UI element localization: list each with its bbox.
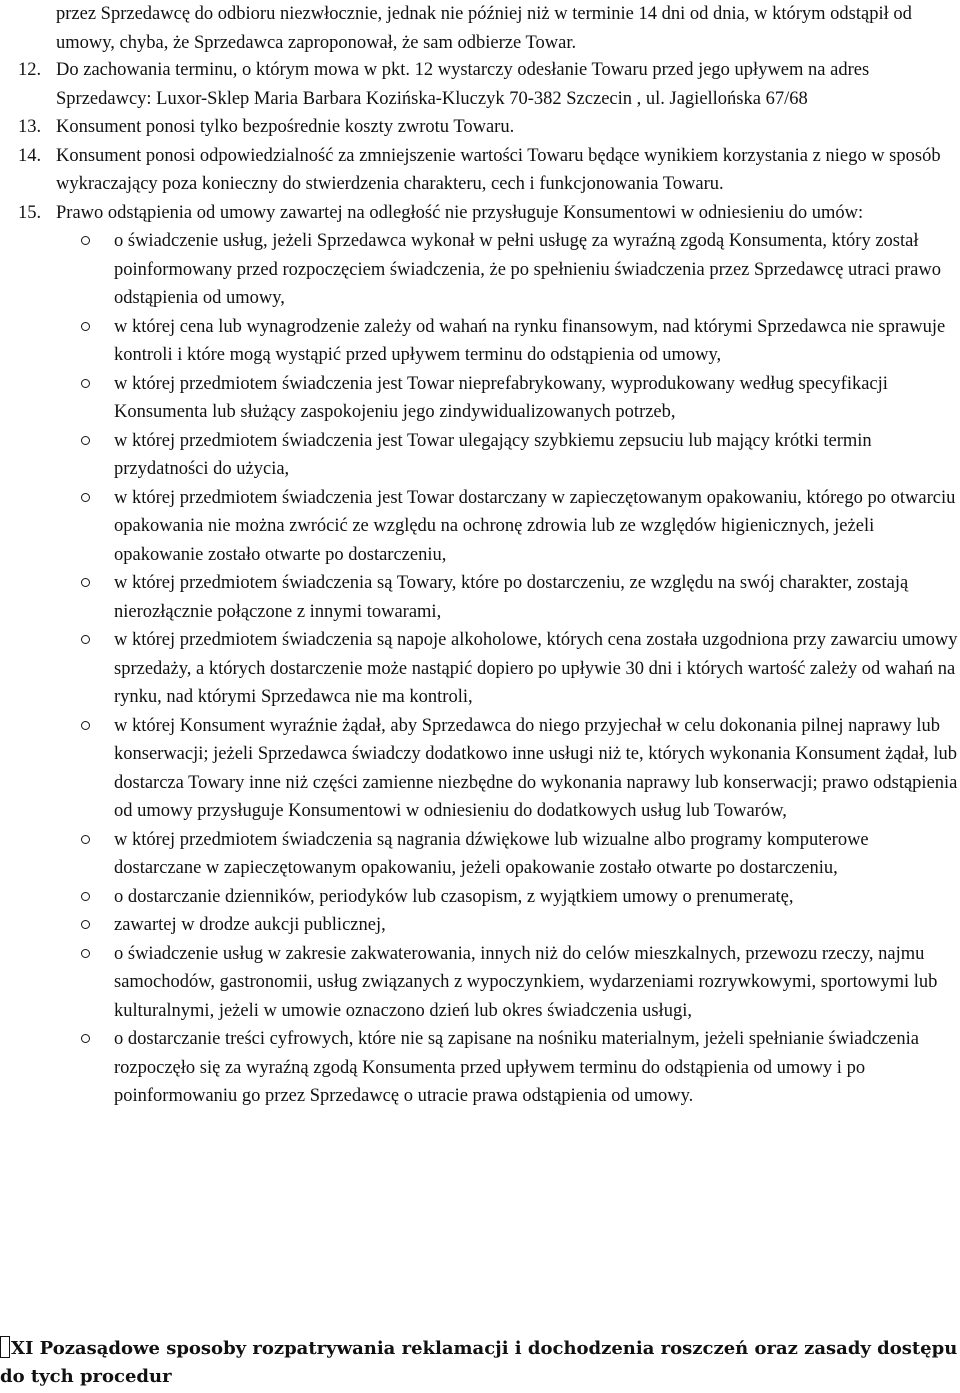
sub-item-text: o świadczenie usług w zakresie zakwaterowania, innych niż do celów mieszkalnych, przewozu rzeczy, najmu samochodów, gastronomii, usług związanych z wypoczynkiem, wydarzeniami rozrywkowymi, sportowymi lub kulturalnymi, jeżeli w umowie oznaczono dzień lub okres świadczenia usługi, xyxy=(114,943,938,1021)
circle-outline-bullet-icon xyxy=(56,712,114,826)
list-item xyxy=(56,1025,958,1111)
list-item xyxy=(56,940,958,1026)
list-item xyxy=(56,826,958,883)
item-number: 14. xyxy=(18,145,42,166)
list-item-14 xyxy=(18,142,958,199)
numbered-list xyxy=(18,56,958,1111)
section-heading-text: XI Pozasądowe sposoby rozpatrywania reklamacji i dochodzenia roszczeń oraz zasady dostępu do tych procedur xyxy=(0,1338,958,1387)
lead-paragraph: przez Sprzedawcę do odbioru niezwłocznie, jednak nie później niż w terminie 14 dni od dnia, w którym odstąpił od umowy, chyba, że Sprzedawca zaproponował, że sam odbierze Towar. xyxy=(56,4,912,53)
list-item-13 xyxy=(18,113,958,142)
list-item xyxy=(56,569,958,626)
list-item-15 xyxy=(18,199,958,1111)
sub-item-text: w której Konsument wyraźnie żądał, aby Sprzedawca do niego przyjechał w celu dokonania pilnej naprawy lub konserwacji; jeżeli Sprzedawca świadczy dodatkowo inne usługi niż te, których wykonania Konsument żądał, lub dostarcza Towary inne niż części zamienne niezbędne do wykonania naprawy lub konserwacji; prawo odstąpienia od umowy przysługuje Konsumentowi w odniesieniu do dodatkowych usług lub Towarów, xyxy=(114,715,958,821)
sub-item-text: w której przedmiotem świadczenia są napoje alkoholowe, których cena została uzgodniona przy zawarciu umowy sprzedaży, a których dostarczenie może nastąpić dopiero po upływie 30 dni i których wartość zależy od wahań na rynku, nad którymi Sprzedawca nie ma kontroli, xyxy=(114,630,958,707)
list-item xyxy=(56,626,958,712)
circle-outline-bullet-icon xyxy=(56,313,114,370)
sub-item-text: zawartej w drodze aukcji publicznej, xyxy=(114,915,386,935)
sub-item-text: o świadczenie usług, jeżeli Sprzedawca wykonał w pełni usługę za wyraźną zgodą Konsumenta, który został poinformowany przed rozpoczęciem świadczenia, że po spełnieniu świadczenia przez Sprzedawcę utraci prawo odstąpienia od umowy, xyxy=(114,231,941,308)
sub-item-text: w której przedmiotem świadczenia jest Towar nieprefabrykowany, wyprodukowany według specyfikacji Konsumenta lub służący zaspokojeniu jego zindywidualizowanych potrzeb, xyxy=(114,373,888,422)
sub-item-text: w której przedmiotem świadczenia jest Towar dostarczany w zapieczętowanym opakowaniu, którego po otwarciu opakowania nie można zwrócić ze względu na ochronę zdrowia lub ze względów higienicznych, jeżeli opakowanie zostało otwarte po dostarczeniu, xyxy=(114,487,956,565)
exception-list xyxy=(56,227,958,1111)
circle-outline-bullet-icon xyxy=(56,826,114,883)
item-number: 12. xyxy=(18,60,42,80)
list-item-12 xyxy=(18,56,958,113)
circle-outline-bullet-icon xyxy=(56,626,114,712)
list-item xyxy=(56,427,958,484)
circle-outline-bullet-icon xyxy=(56,911,114,940)
square-outline-icon xyxy=(0,1336,10,1358)
circle-outline-bullet-icon xyxy=(56,227,114,313)
sub-item-text: w której przedmiotem świadczenia są nagrania dźwiękowe lub wizualne albo programy komputerowe dostarczane w zapieczętowanym opakowaniu, jeżeli opakowanie zostało otwarte po dostarczeniu, xyxy=(114,829,869,878)
item-text: Do zachowania terminu, o którym mowa w pkt. 12 wystarczy odesłanie Towaru przed jego upływem na adres Sprzedawcy: Luxor-Sklep Maria Barbara Kozińska-Kluczyk 70-382 Szczecin , ul. Jagiellońska 67/68 xyxy=(56,60,870,109)
list-item xyxy=(56,911,958,940)
list-item xyxy=(56,370,958,427)
item-text: Konsument ponosi odpowiedzialność za zmniejszenie wartości Towaru będące wynikiem korzystania z niego w sposób wykraczający poza konieczny do stwierdzenia charakteru, cech i funkcjonowania Towaru. xyxy=(56,145,941,194)
sub-item-text: w której cena lub wynagrodzenie zależy od wahań na rynku finansowym, nad którymi Sprzedawca nie sprawuje kontroli i które mogą wystąpić przed upływem terminu do odstąpienia od umowy, xyxy=(114,316,946,365)
circle-outline-bullet-icon xyxy=(56,940,114,1026)
list-item xyxy=(56,313,958,370)
section-heading-xi xyxy=(0,1335,960,1391)
sub-item-text: o dostarczanie treści cyfrowych, które nie są zapisane na nośniku materialnym, jeżeli spełnianie świadczenia rozpoczęło się za wyraźną zgodą Konsumenta przed upływem terminu do odstąpienia od umowy i po poinformowaniu go przez Sprzedawcę o utracie prawa odstąpienia od umowy. xyxy=(114,1029,919,1106)
circle-outline-bullet-icon xyxy=(56,484,114,570)
sub-item-text: w której przedmiotem świadczenia są Towary, które po dostarczeniu, ze względu na swój charakter, zostają nierozłącznie połączone z innymi towarami, xyxy=(114,573,909,622)
list-item xyxy=(56,712,958,826)
circle-outline-bullet-icon xyxy=(56,569,114,626)
item-body-15 xyxy=(56,199,958,1111)
item-number: 15. xyxy=(18,202,42,223)
item-text: Prawo odstąpienia od umowy zawartej na odległość nie przysługuje Konsumentowi w odniesieniu do umów: xyxy=(56,202,864,223)
item-number: 13. xyxy=(18,117,42,137)
list-item xyxy=(56,484,958,570)
list-item xyxy=(56,227,958,313)
item-text: Konsument ponosi tylko bezpośrednie koszty zwrotu Towaru. xyxy=(56,117,515,137)
circle-outline-bullet-icon xyxy=(56,427,114,484)
circle-outline-bullet-icon xyxy=(56,370,114,427)
sub-item-text: o dostarczanie dzienników, periodyków lub czasopism, z wyjątkiem umowy o prenumeratę, xyxy=(114,886,794,907)
circle-outline-bullet-icon xyxy=(56,883,114,912)
list-item xyxy=(56,883,958,912)
circle-outline-bullet-icon xyxy=(56,1025,114,1111)
sub-item-text: w której przedmiotem świadczenia jest Towar ulegający szybkiemu zepsuciu lub mający krótki termin przydatności do użycia, xyxy=(114,430,872,479)
